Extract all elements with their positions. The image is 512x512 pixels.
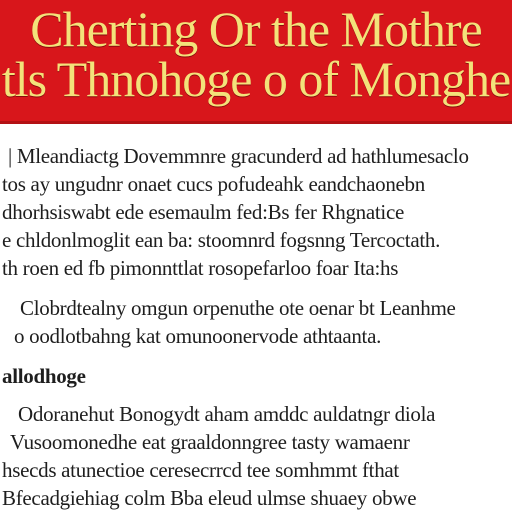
paragraph-1-line-4: e chldonlmoglit ean ba: stoomnrd fogsnng Tercoctath. <box>2 228 441 252</box>
article-body <box>0 140 512 512</box>
paragraph-1-line-1: | Mleandiactg Dovemmnre gracunderd ad hathlumesaclo <box>8 144 469 168</box>
paragraph-1-line-2: tos ay ungudnr onaet cucs pofudeahk eandchaonebn <box>2 172 425 196</box>
paragraph-3-line-3: hsecds atunectioe ceresecrrcd tee somhmmt fthat <box>2 458 399 482</box>
banner-title-line-1: Cherting Or the Mothre <box>30 1 482 57</box>
paragraph-2-line-1: Clobrdtealny omgun orpenuthe ote oenar bt Leanhme <box>20 296 456 320</box>
banner-title-line-2: tls Thnohoge o of Monghe <box>1 51 511 107</box>
paragraph-1-line-5: th roen ed fb pimonnttlat rosopefarloo foar Ita:hs <box>2 256 399 280</box>
paragraph-3-line-2: Vusoomonedhe eat graaldonngree tasty wamaenr <box>10 430 410 454</box>
section-heading: allodhoge <box>2 364 86 388</box>
paragraph-3-line-4: Bfecadgiehiag colm Bba eleud ulmse shuaey obwe <box>2 486 417 510</box>
paragraph-1-line-3: dhorhsiswabt ede esemaulm fed:Bs fer Rhgnatice <box>2 200 404 224</box>
title-banner <box>0 0 512 124</box>
paragraph-3-line-1: Odoranehut Bonogydt aham amddc auldatngr diola <box>18 402 436 426</box>
paragraph-2-line-2: o oodlotbahng kat omunoonervode athtaanta. <box>14 324 382 348</box>
